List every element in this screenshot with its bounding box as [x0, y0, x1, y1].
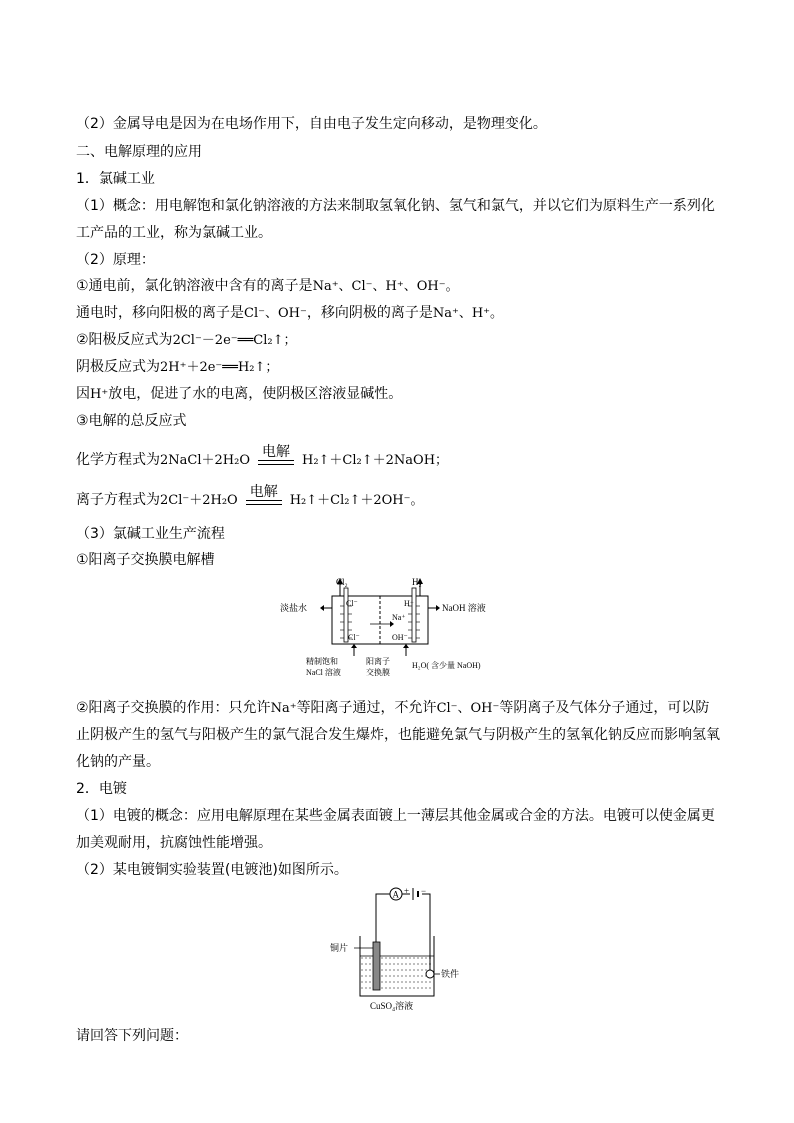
- ammeter-label: A: [392, 889, 399, 900]
- text-line: [76, 384, 402, 405]
- electrolysis-cell-diagram: [280, 576, 520, 682]
- equation-lhs: 2Cl⁻＋2H₂O: [160, 493, 238, 508]
- reaction-condition: 电解: [261, 444, 290, 460]
- text-line: （3）氯碱工业生产流程: [76, 526, 225, 542]
- text-line: [76, 303, 503, 324]
- iron-label: 铁件: [441, 969, 460, 979]
- membrane-label: 阳离子: [366, 657, 390, 666]
- solution-label: CuSO₄溶液: [370, 1001, 414, 1011]
- text-line: 止阴极产生的氢气与阳极产生的氯气混合发生爆炸，也能避免氯气与阴极产生的氢氧化钠反应而影响氢氧: [76, 727, 720, 743]
- equation-rhs: H₂↑＋Cl₂↑＋2NaOH；: [301, 453, 449, 468]
- text-segment: ①通电前，氯化钠溶液中含有的离子是: [76, 278, 313, 294]
- feed-label: 精制饱和: [306, 657, 338, 666]
- text-segment: 阴极反应式为: [76, 359, 160, 375]
- equation-lhs: 2NaCl＋2H₂O: [160, 453, 250, 468]
- cl2-label: Cl₂: [336, 577, 348, 587]
- text-line: [76, 276, 459, 297]
- text-segment: 化学方程式为: [76, 452, 160, 468]
- chem-formula: Na⁺、H⁺。: [432, 306, 504, 321]
- text-segment: 等阴离子及气体分子通过，可以防: [499, 700, 710, 716]
- text-line: （2）原理：: [76, 252, 155, 268]
- ion-label: Na⁺: [392, 613, 406, 622]
- inlet-label: 淡盐水: [280, 603, 308, 613]
- ion-label: H⁺: [404, 599, 414, 608]
- chemical-equation-line: [76, 444, 449, 471]
- copper-label: 铜片: [330, 943, 349, 953]
- text-line: 加美观耐用，抗腐蚀性能增强。: [76, 835, 272, 851]
- text-line: [76, 330, 297, 351]
- ion-label: OH⁻: [392, 633, 408, 642]
- text-segment: 放电，促进了水的电离，使阴极区溶液显碱性。: [108, 386, 403, 402]
- text-line: [76, 698, 709, 719]
- reaction-arrow: [256, 444, 296, 468]
- text-segment: 等阳离子通过，不允许: [296, 700, 437, 716]
- text-segment: 通电时，移向阳极的离子是: [76, 305, 244, 321]
- text-segment: 离子方程式为: [76, 492, 160, 508]
- cathode-equation: 2H⁺＋2e⁻══H₂↑；: [160, 360, 279, 375]
- text-line: （2）某电镀铜实验装置(电镀池)如图所示。: [76, 862, 348, 878]
- subsection-heading: 2．电镀: [76, 781, 127, 797]
- anode-equation: 2Cl⁻－2e⁻══Cl₂↑；: [172, 333, 297, 348]
- water-label: H₂O( 含少量 NaOH): [412, 661, 481, 670]
- text-line: （1）概念：用电解饱和氯化钠溶液的方法来制取氢氧化钠、氢气和氯气，并以它们为原料生产一系列化: [76, 198, 715, 214]
- text-line: ③电解的总反应式: [76, 413, 187, 429]
- outlet-label: NaOH 溶液: [442, 603, 486, 613]
- feed-label: NaCl 溶液: [306, 668, 341, 677]
- text-line: （1）电镀的概念：应用电解原理在某些金属表面镀上一薄层其他金属或合金的方法。电镀可以使金属更: [76, 808, 715, 824]
- reaction-arrow: [244, 484, 284, 508]
- chem-formula: Na⁺: [270, 701, 297, 716]
- text-segment: ，移向阴极的离子是: [306, 305, 433, 321]
- chem-formula: Cl⁻、OH⁻: [244, 306, 307, 321]
- electroplating-diagram: [330, 886, 480, 1014]
- minus-label: −: [421, 886, 427, 896]
- text-line: [76, 357, 278, 378]
- chem-formula: Na⁺、Cl⁻、H⁺、OH⁻。: [312, 279, 459, 294]
- reaction-condition: 电解: [249, 484, 278, 500]
- chem-formula: Cl⁻、OH⁻: [436, 701, 500, 716]
- text-segment: ②阳极反应式为: [76, 332, 173, 348]
- chem-formula: H⁺: [90, 387, 109, 402]
- subsection-heading: 1．氯碱工业: [76, 171, 155, 187]
- text-line: （2）金属导电是因为在电场作用下，自由电子发生定向移动，是物理变化。: [76, 116, 547, 132]
- membrane-label: 交换膜: [366, 668, 390, 677]
- ion-label: Cl⁻: [348, 633, 360, 642]
- text-line: 化钠的产量。: [76, 754, 160, 770]
- text-segment: ②阳离子交换膜的作用：只允许: [76, 700, 271, 716]
- text-line: ①阳离子交换膜电解槽: [76, 552, 215, 568]
- text-line: 请回答下列问题：: [76, 1028, 188, 1044]
- text-segment: 因: [76, 386, 90, 402]
- equation-rhs: H₂↑＋Cl₂↑＋2OH⁻。: [289, 493, 424, 508]
- section-heading: 二、电解原理的应用: [76, 144, 202, 160]
- h2-label: H₂: [412, 577, 422, 587]
- plus-label: +: [404, 886, 410, 896]
- ion-label: Cl⁻: [346, 599, 358, 608]
- text-line: 工产品的工业，称为氯碱工业。: [76, 225, 272, 241]
- ionic-equation-line: [76, 484, 424, 511]
